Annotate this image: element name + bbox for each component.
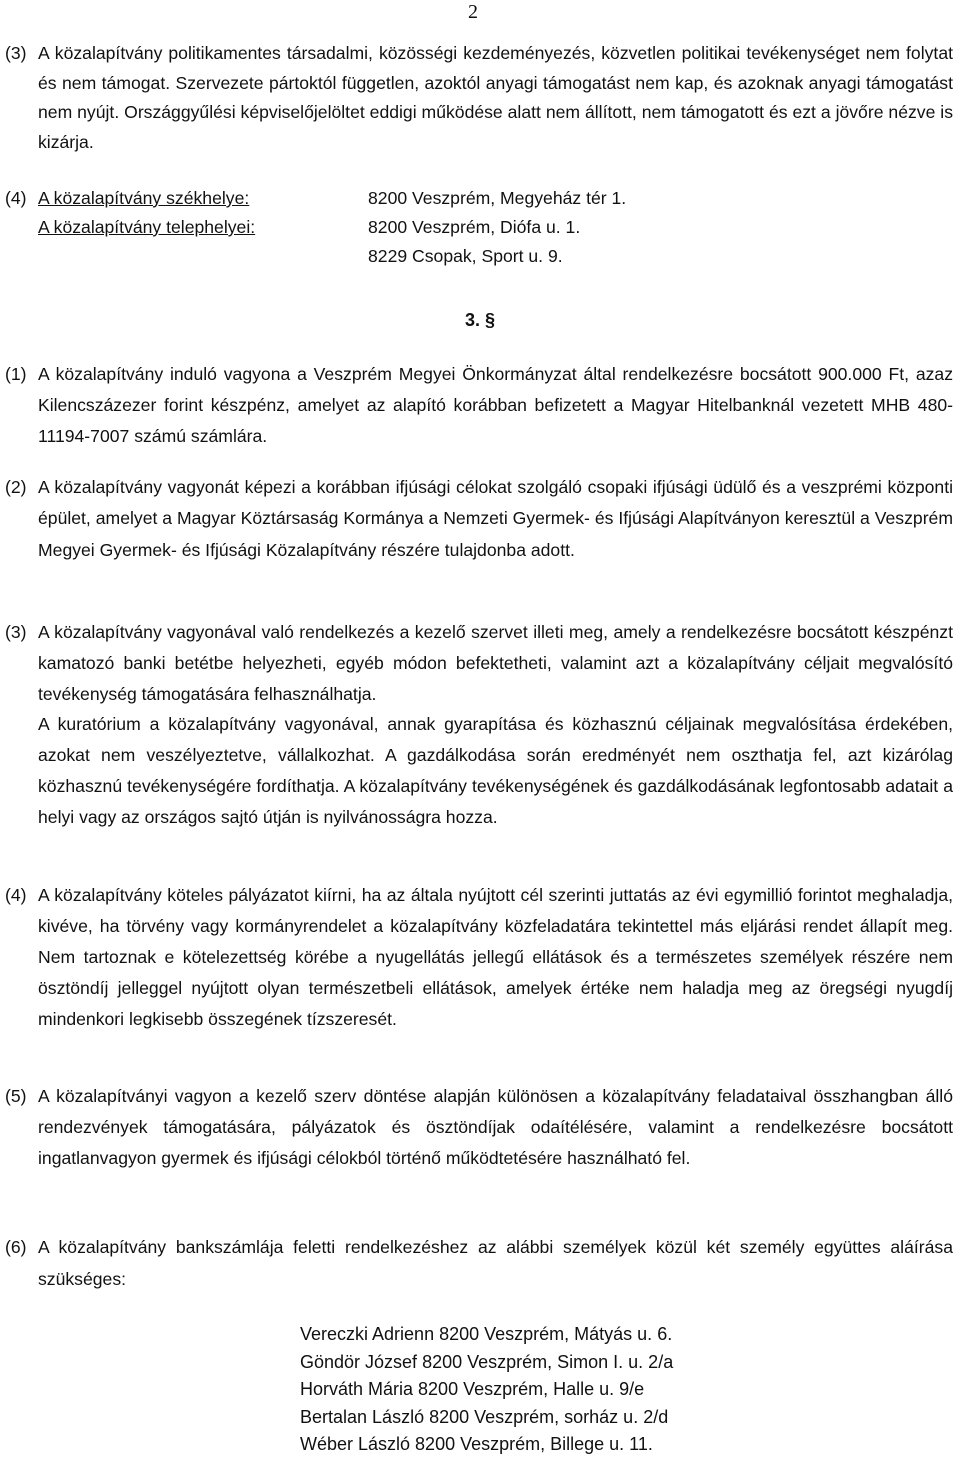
paragraph-6 (5, 1231, 953, 1295)
paragraph-1 (5, 359, 953, 452)
paragraph-text: A közalapítvány köteles pályázatot kiírni, ha az általa nyújtott cél szerinti juttatás az évi egymillió forintot meghaladja, kivéve, ha törvény vagy kormányrendelet a közalapítvány közfeladatára tekintettel más eljárási rendet állapít meg. Nem tartoznak e kötelezettség körébe a nyugellátás jellegű ellátások és a természetes személyek részére nem ösztöndíj jelleggel nyújtott olyan természetbeli ellátások, amelyek értéke nem haladja meg az öregségi nyugdíj mindenkori legkisebb összegének tízszeresét. (38, 885, 953, 1030)
sites-label: A közalapítvány telephelyei: (38, 217, 256, 237)
signer-entry: Vereczki Adrienn 8200 Veszprém, Mátyás u. 6. (300, 1324, 673, 1344)
signer-entry: Horváth Mária 8200 Veszprém, Halle u. 9/e (300, 1379, 645, 1399)
paragraph-3 (5, 617, 953, 833)
paragraph-number: (3) (5, 43, 27, 63)
paragraph-number: (2) (5, 477, 27, 497)
paragraph-text: A közalapítvány induló vagyona a Veszprém Megyei Önkormányzat által rendelkezésre bocsátott 900.000 Ft, azaz Kilencszázezer forint készpénz, amelyet az alapító korábban befizetett a Magyar Hitelbanknál vezetett MHB 480-11194-7007 számú számlára. (38, 364, 953, 446)
paragraph-number: (6) (5, 1237, 27, 1257)
paragraph-number: (3) (5, 622, 27, 642)
seat-label: A közalapítvány székhelye: (38, 188, 250, 208)
seat-value: 8200 Veszprém, Megyeház tér 1. (368, 188, 627, 208)
paragraph-number: (4) (5, 188, 27, 208)
page-number: 2 (468, 1, 478, 23)
paragraph-number: (4) (5, 885, 27, 905)
signers-list (300, 1321, 673, 1459)
paragraph-text: A kuratórium a közalapítvány vagyonával, annak gyarapítása és közhasznú céljainak megvalósítása érdekében, azokat nem veszélyeztetve, vállalkozhat. A gazdálkodása során eredményét nem oszthatja fel, azt kizárólag közhasznú tevékenységére fordíthatja. A közalapítvány tevékenységének és gazdálkodásának legfontosabb adatait a helyi vagy az országos sajtó útján is nyilvánosságra hozza. (38, 714, 953, 827)
paragraph-2 (5, 472, 953, 566)
paragraph-5 (5, 1081, 953, 1175)
paragraph-prev-3 (5, 39, 953, 157)
paragraph-number: (1) (5, 364, 27, 384)
signer-entry: Wéber László 8200 Veszprém, Billege u. 11. (300, 1434, 653, 1454)
site-1-value: 8200 Veszprém, Diófa u. 1. (368, 217, 581, 237)
section-title: 3. § (464, 310, 496, 330)
paragraph-text: A közalapítványi vagyon a kezelő szerv döntése alapján különösen a közalapítvány feladataival összhangban álló rendezvények támogatására, pályázatok és ösztöndíjak odaítélésére, valamint a rendelkezésre bocsátott ingatlanvagyon gyermek és ifjúsági célokból történő működtetésére használható fel. (38, 1086, 953, 1169)
paragraph-text: A közalapítvány bankszámlája feletti rendelkezéshez az alábbi személyek közül két személy együttes aláírása szükséges: (38, 1237, 953, 1289)
site-2-value: 8229 Csopak, Sport u. 9. (368, 246, 563, 266)
signer-entry: Bertalan László 8200 Veszprém, sorház u. 2/d (300, 1406, 669, 1427)
paragraph-number: (5) (5, 1086, 27, 1106)
paragraph-text: A közalapítvány vagyonával való rendelkezés a kezelő szervet illeti meg, amely a rendelkezésre bocsátott készpénzt kamatozó banki betétbe helyezheti, egyéb módon befektetheti, valamint azt a közalapítvány céljait megvalósító tevékenység támogatására felhasználhatja. (38, 622, 953, 704)
paragraph-4 (5, 880, 953, 1035)
paragraph-text: A közalapítvány politikamentes társadalmi, közösségi kezdeményezés, közvetlen politikai tevékenységet nem folytat és nem támogat. Szervezete pártoktól független, azoktól anyagi támogatást nem kap, és azoknak anyagi támogatást nem nyújt. Országgyűlési képviselőjelöltet eddigi működése alatt nem állított, nem támogatott és ezt a jövőre nézve is kizárja. (38, 43, 953, 152)
signer-entry: Göndör József 8200 Veszprém, Simon I. u. 2/a (300, 1351, 674, 1372)
address-block (5, 184, 953, 271)
paragraph-text: A közalapítvány vagyonát képezi a korábban ifjúsági célokat szolgáló csopaki ifjúsági üdülő és a veszprémi központi épület, amelyet a Magyar Köztársaság Kormánya a Nemzeti Gyermek- és Ifjúsági Alapítványon keresztül a Veszprém Megyei Gyermek- és Ifjúsági Közalapítvány részére tulajdonba adott. (38, 477, 953, 560)
